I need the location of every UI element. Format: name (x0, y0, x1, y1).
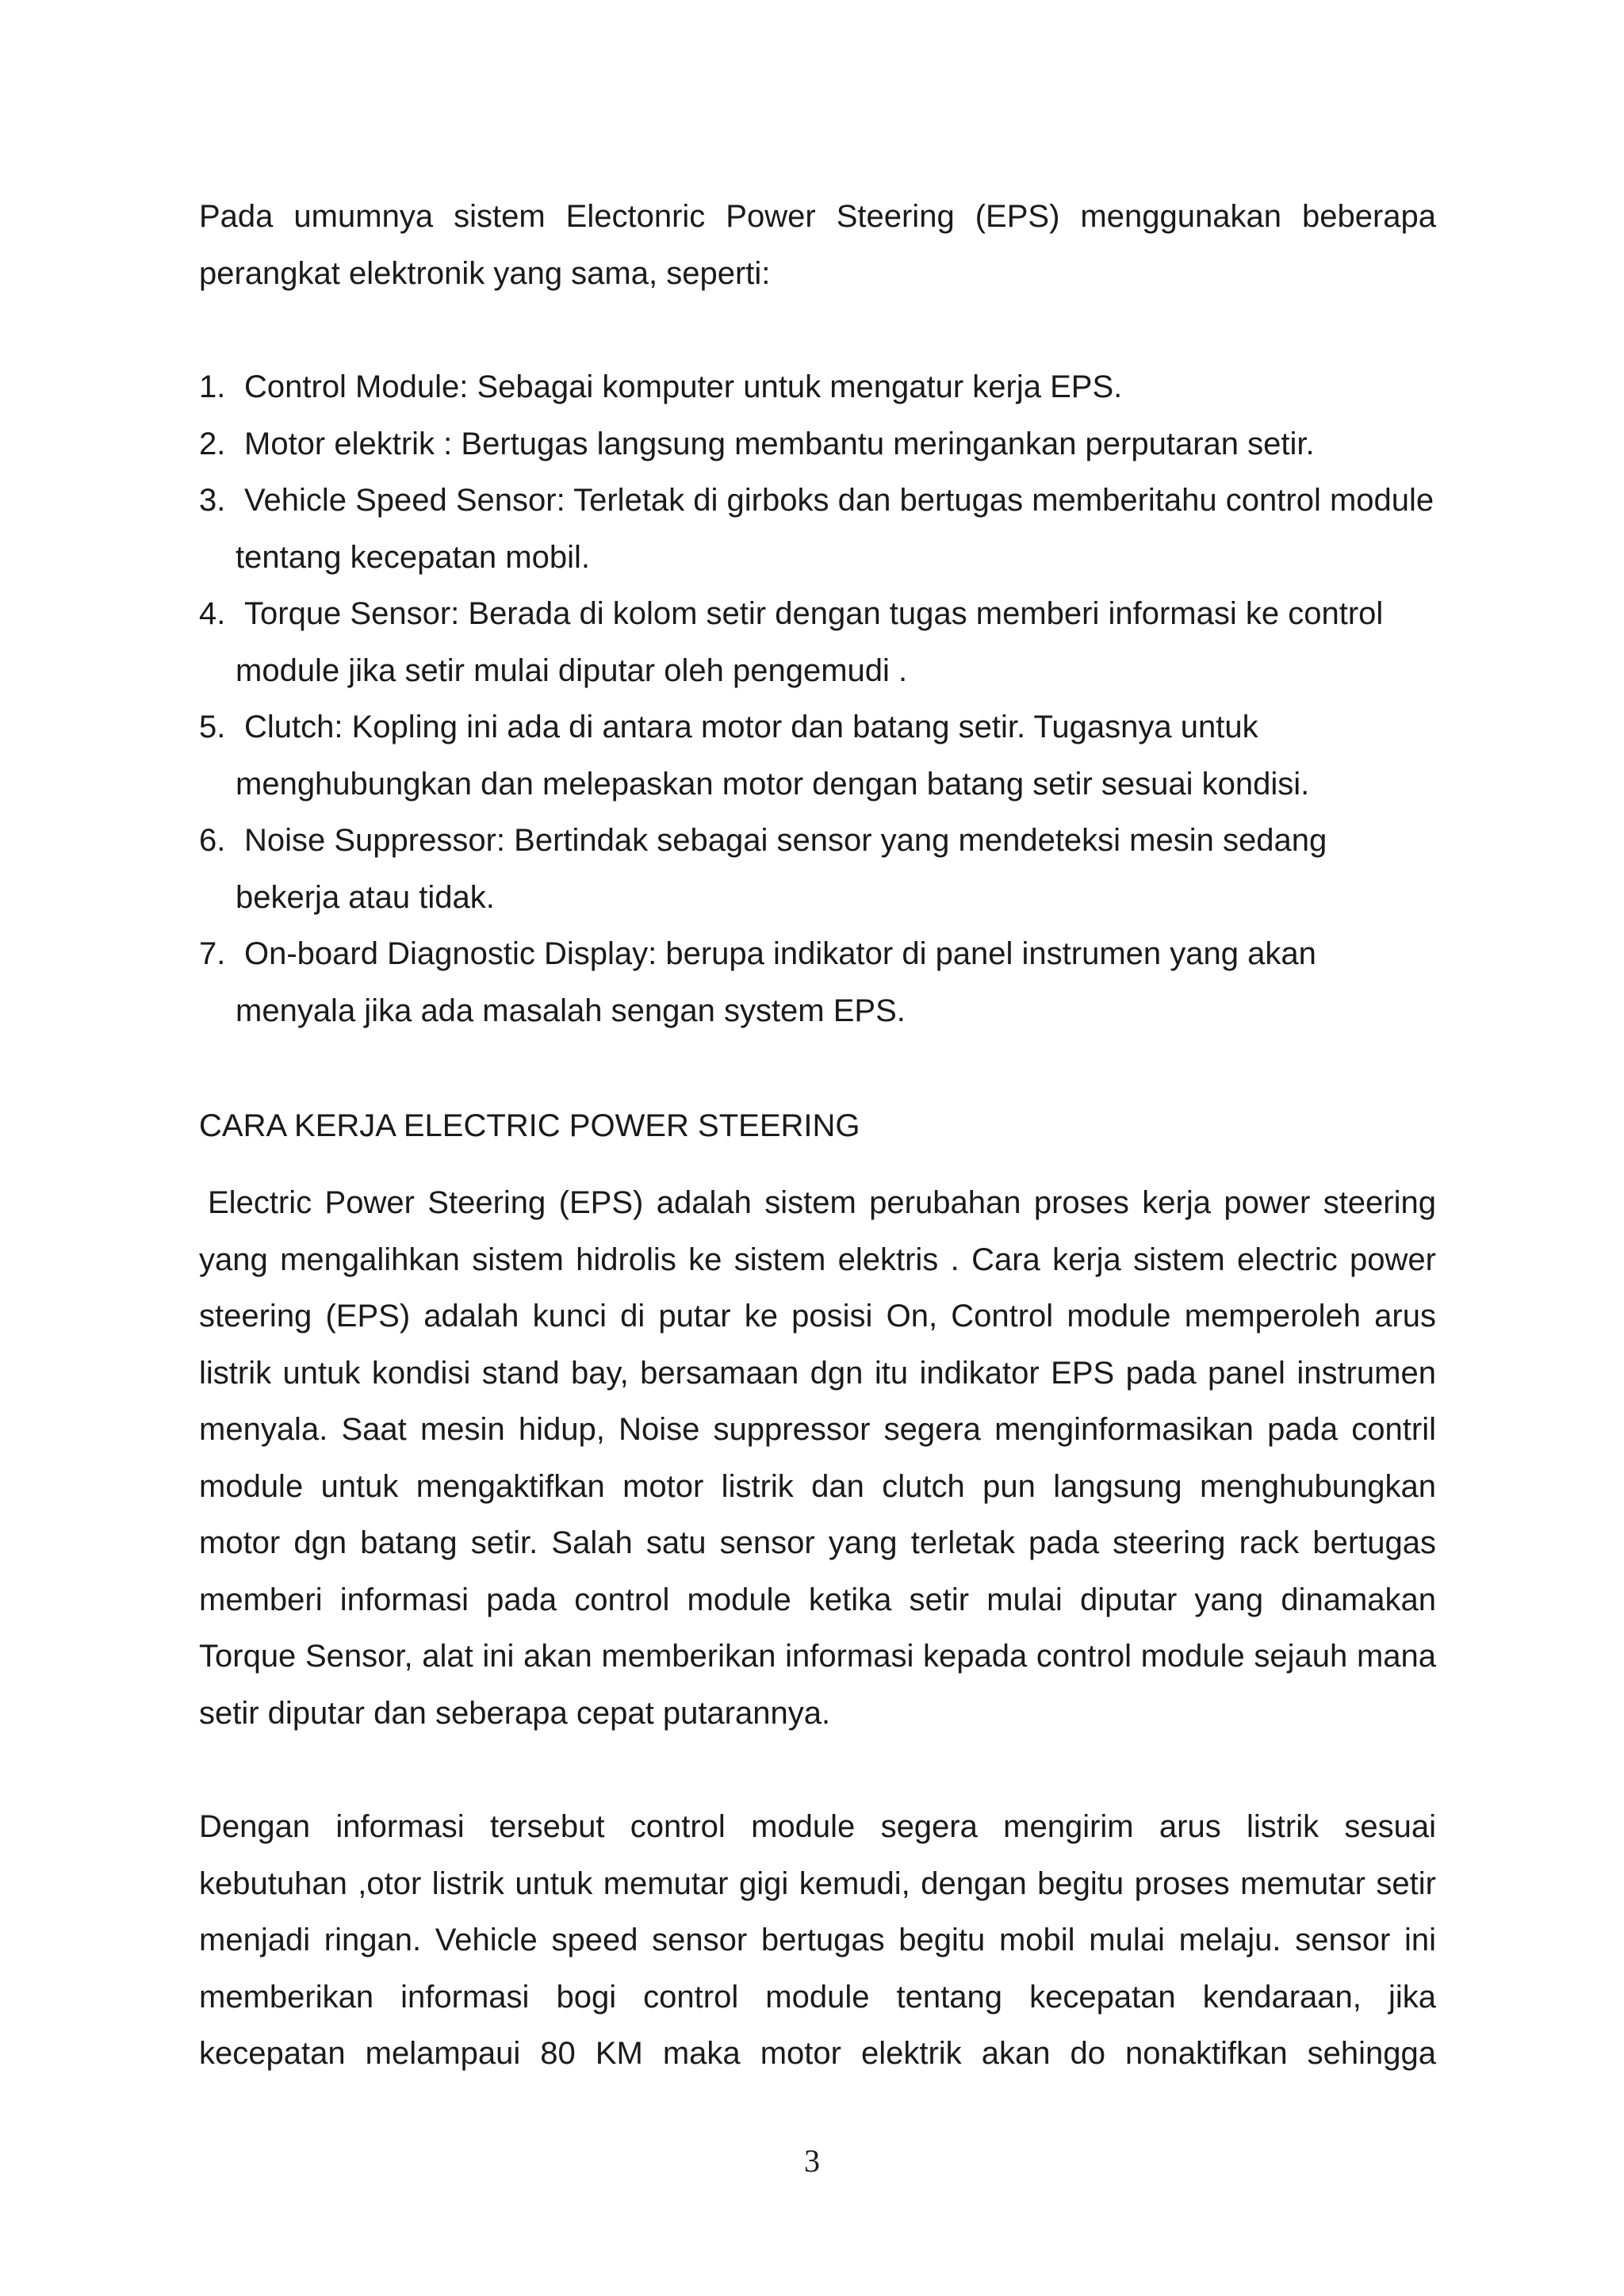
list-item-text: Motor elektrik : Bertugas langsung membantu meringankan perputaran setir. (244, 426, 1315, 461)
list-item (199, 813, 1436, 926)
page-number: 3 (804, 2143, 820, 2179)
list-item-text: Vehicle Speed Sensor: Terletak di girboks dan bertugas memberitahu control module tentang kecepatan mobil. (236, 483, 1434, 575)
section-heading: CARA KERJA ELECTRIC POWER STEERING (199, 1108, 860, 1143)
list-item (199, 416, 1436, 473)
list-item-number: 6. (199, 823, 226, 858)
intro-paragraph: Pada umumnya sistem Electonric Power Steering (EPS) menggunakan beberapa perangkat elektronik yang sama, seperti: (199, 199, 1436, 291)
list-item-text: On-board Diagnostic Display: berupa indikator di panel instrumen yang akan menyala jika ada masalah sengan system EPS. (236, 936, 1316, 1028)
list-item-text: Noise Suppressor: Bertindak sebagai sensor yang mendeteksi mesin sedang bekerja atau tidak. (236, 823, 1327, 915)
list-item-number: 1. (199, 369, 226, 404)
list-item-number: 2. (199, 426, 226, 461)
list-item (199, 926, 1436, 1039)
list-item-number: 5. (199, 710, 226, 744)
list-item-number: 7. (199, 936, 226, 971)
list-item-number: 3. (199, 483, 226, 518)
list-item (199, 473, 1436, 586)
list-item (199, 359, 1436, 416)
list-item-text: Control Module: Sebagai komputer untuk mengatur kerja EPS. (244, 369, 1123, 404)
body-paragraph-1 (199, 1175, 1436, 1742)
list-item-text: Clutch: Kopling ini ada di antara motor dan batang setir. Tugasnya untuk menghubungkan dan melepaskan motor dengan batang setir sesuai kondisi. (236, 710, 1310, 802)
body-paragraph-1-text: Electric Power Steering (EPS) adalah sistem perubahan proses kerja power steering yang mengalihkan sistem hidrolis ke sistem elektris . Cara kerja sistem electric power steering (EPS) adalah kunci di putar ke posisi On, Control module memperoleh arus listrik untuk kondisi stand bay, bersamaan dgn itu indikator EPS pada panel instrumen menyala. Saat mesin hidup, Noise suppressor segera menginformasikan pada contril module untuk mengaktifkan motor listrik dan clutch pun langsung menghubungkan motor dgn batang setir. Salah satu sensor yang terletak pada steering rack bertugas memberi informasi pada control module ketika setir mulai diputar yang dinamakan Torque Sensor, alat ini akan memberikan informasi kepada control module sejauh mana setir diputar dan seberapa cepat putarannya. (199, 1185, 1436, 1731)
component-list (199, 359, 1436, 1039)
list-item-text: Torque Sensor: Berada di kolom setir dengan tugas memberi informasi ke control module jika setir mulai diputar oleh pengemudi . (236, 596, 1384, 688)
list-item-number: 4. (199, 596, 226, 631)
body-paragraph-2: Dengan informasi tersebut control module segera mengirim arus listrik sesuai kebutuhan ,otor listrik untuk memutar gigi kemudi, dengan begitu proses memutar setir menjadi ringan. Vehicle speed sensor bertugas begitu mobil mulai melaju. sensor ini memberikan informasi bogi control module tentang kecepatan kendaraan, jika kecepatan melampaui 80 KM maka motor elektrik akan do nonaktifkan sehingga (199, 1809, 1436, 2071)
list-item (199, 586, 1436, 699)
list-item (199, 699, 1436, 813)
